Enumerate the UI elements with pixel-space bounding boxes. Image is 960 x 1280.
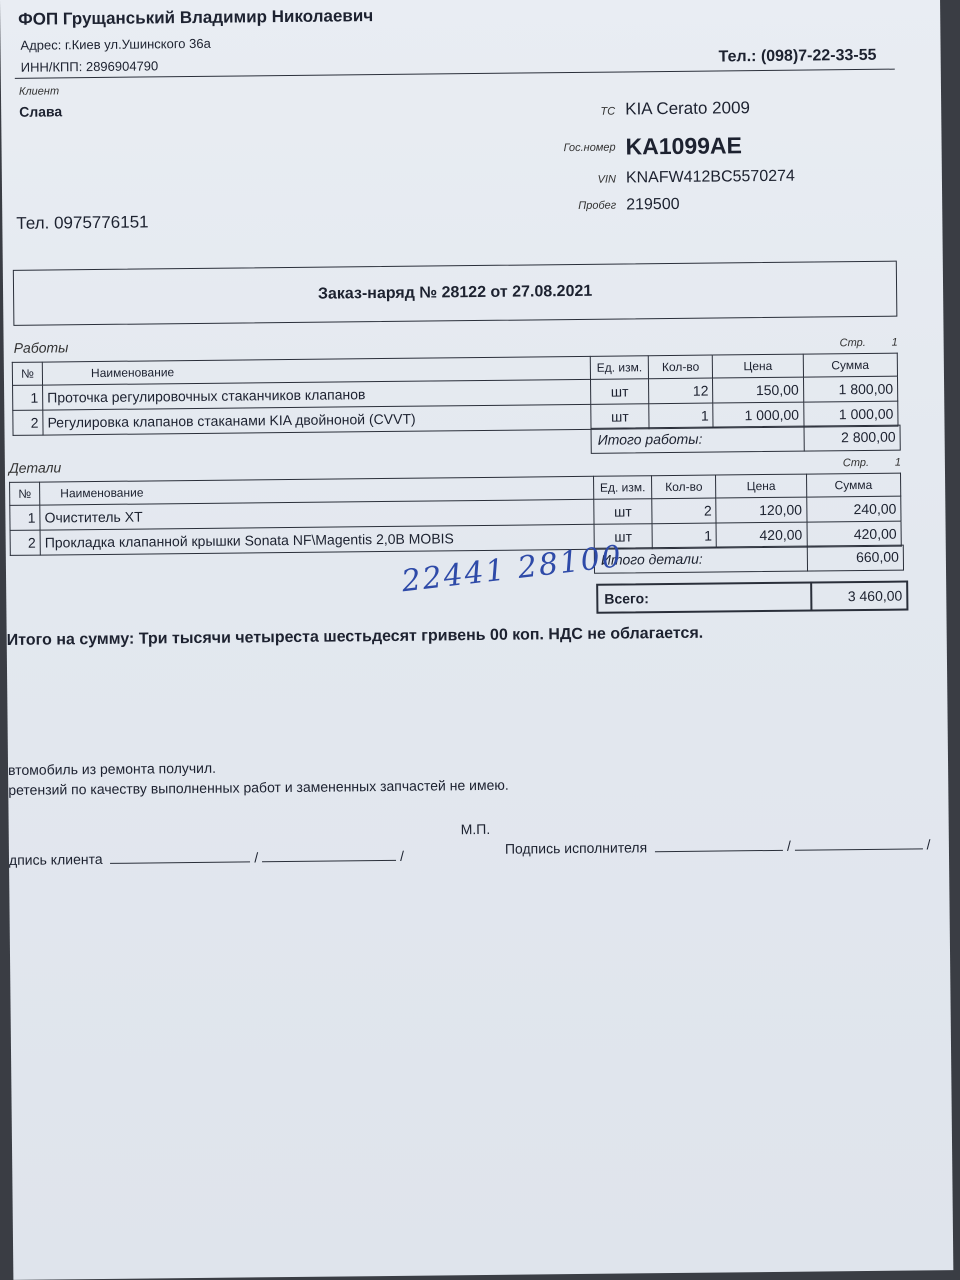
client-phone: Тел. 0975776151 — [16, 212, 149, 233]
separator-slash: / — [254, 849, 259, 866]
client-signature-block — [9, 848, 404, 868]
no-claims-statement: ретензий по качеству выполненных работ и замененных запчастей не имею. — [8, 776, 509, 798]
separator-slash: / — [786, 837, 791, 854]
row-price: 420,00 — [716, 522, 807, 548]
plate-label: Гос.номер — [563, 141, 616, 155]
row-name: Регулировка клапанов стаканами KIA двойноной (CVVT) — [43, 404, 591, 435]
mileage-label: Пробег — [578, 199, 617, 212]
row-unit: шт — [591, 404, 649, 430]
col-header: Кол-во — [648, 355, 712, 379]
vin-label: VIN — [597, 173, 616, 186]
total-divider — [807, 546, 808, 572]
parts-total-box — [594, 545, 904, 574]
amount-in-words: Итого на сумму: Три тысячи четыреста шестьдесят гривень 00 коп. НДС не облагается. — [6, 624, 704, 649]
signature-line — [110, 849, 250, 863]
handwritten-note: 22441 28100 — [399, 539, 625, 600]
parts-page-num: 1 — [894, 456, 902, 469]
received-statement: втомобиль из ремонта получил. — [7, 759, 217, 778]
separator-slash: / — [926, 836, 931, 853]
col-header: Ед. изм. — [593, 476, 651, 500]
client-label: Клиент — [18, 85, 60, 98]
company-name: ФОП Грущанський Владимир Николаевич — [18, 6, 374, 29]
row-sum: 240,00 — [806, 496, 901, 522]
vin-value: KNAFW412BC5570274 — [625, 167, 795, 187]
row-qty: 1 — [652, 523, 716, 549]
grand-total-box — [596, 581, 908, 614]
col-header: Сумма — [803, 353, 898, 377]
client-name: Слава — [19, 103, 63, 120]
col-header: Цена — [713, 354, 804, 378]
row-number: 2 — [13, 410, 43, 435]
row-unit: шт — [590, 379, 648, 405]
works-total-label: Итого работы: — [597, 430, 703, 448]
executor-signature-label: Подпись исполнителя — [504, 839, 648, 857]
signature-line — [262, 848, 396, 862]
works-total-box — [591, 425, 901, 454]
vehicle-label: ТС — [600, 105, 616, 118]
order-title: Заказ-наряд № 28122 от 27.08.2021 — [317, 282, 593, 303]
client-signature-label: дпись клиента — [8, 850, 103, 868]
row-name: Очиститель XT — [40, 499, 594, 530]
works-page-num: 1 — [891, 336, 898, 349]
row-unit: шт — [594, 524, 652, 550]
company-address: Адрес: г.Киев ул.Ушинского 36а — [20, 35, 211, 53]
order-title-box — [13, 261, 898, 326]
col-header: Цена — [716, 474, 807, 498]
parts-total-value: 660,00 — [855, 548, 899, 566]
row-price: 150,00 — [713, 377, 804, 403]
row-price: 1 000,00 — [713, 402, 804, 428]
signature-line — [655, 838, 783, 852]
col-header: Наименование — [40, 476, 594, 505]
separator-slash: / — [399, 847, 405, 864]
col-header: № — [12, 362, 42, 385]
col-header: Ед. изм. — [590, 356, 648, 380]
row-sum: 420,00 — [807, 521, 902, 547]
row-unit: шт — [594, 499, 652, 525]
row-name: Проточка регулировочных стаканчиков клапанов — [43, 379, 591, 410]
grand-total-label: Всего: — [604, 590, 649, 607]
signature-line — [795, 836, 923, 850]
vehicle-value: KIA Cerato 2009 — [625, 98, 751, 119]
col-header: Наименование — [42, 356, 590, 385]
parts-section-label: Детали — [8, 459, 62, 476]
parts-table — [9, 473, 902, 556]
works-total-value: 2 800,00 — [841, 428, 896, 446]
parts-total-label: Итого детали: — [600, 550, 703, 568]
row-sum: 1 000,00 — [803, 401, 898, 427]
total-divider — [804, 426, 805, 452]
mileage-value: 219500 — [626, 195, 680, 214]
plate-value: KA1099AE — [625, 132, 743, 160]
row-price: 120,00 — [716, 497, 807, 523]
row-qty: 2 — [652, 498, 716, 524]
works-table — [12, 353, 899, 436]
row-number: 1 — [10, 505, 40, 530]
parts-page-label: Стр. — [842, 456, 870, 470]
col-header: № — [10, 482, 40, 505]
works-page-label: Стр. — [839, 336, 866, 350]
company-phone: Тел.: (098)7-22-33-55 — [718, 46, 877, 66]
row-qty: 1 — [649, 403, 713, 429]
row-name: Прокладка клапанной крышки Sonata NF\Magentis 2,0B MOBIS — [40, 524, 594, 555]
works-section-label: Работы — [13, 339, 69, 356]
row-number: 2 — [10, 530, 40, 555]
row-sum: 1 800,00 — [803, 376, 898, 402]
col-header: Кол-во — [652, 475, 716, 499]
total-divider — [810, 582, 812, 612]
row-number: 1 — [13, 385, 43, 410]
executor-signature-block — [505, 836, 931, 856]
grand-total-value: 3 460,00 — [847, 587, 903, 605]
stamp-label: М.П. — [460, 820, 491, 838]
company-inn: ИНН/КПП: 2896904790 — [20, 58, 159, 75]
col-header: Сумма — [806, 473, 901, 497]
row-qty: 12 — [649, 378, 713, 404]
